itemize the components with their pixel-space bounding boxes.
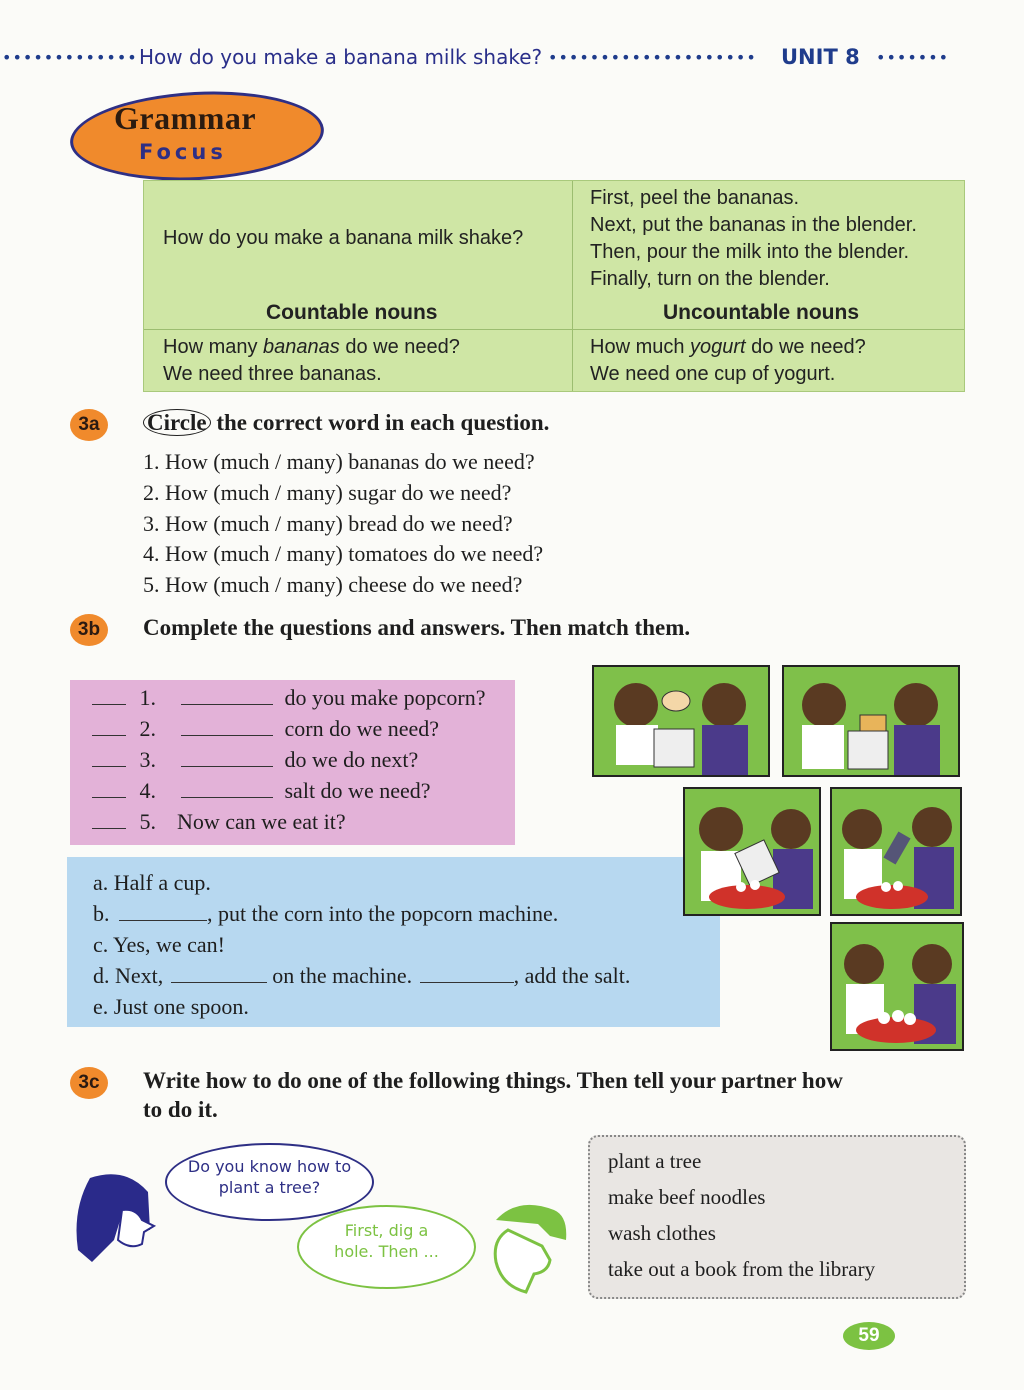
girl-icon bbox=[70, 1170, 170, 1270]
bubble-text-line: Do you know how to bbox=[187, 1157, 352, 1176]
exercise-3c-instruction-cont: to do it. bbox=[143, 1097, 218, 1122]
instruction-text: the correct word in each question. bbox=[216, 410, 550, 435]
answer-d-middle: on the machine. bbox=[272, 963, 413, 988]
table-divider bbox=[144, 329, 964, 330]
question-row bbox=[92, 716, 439, 742]
answer-b-text: , put the corn into the popcorn machine. bbox=[207, 901, 559, 926]
header-dots-right: ••••••• bbox=[876, 48, 950, 67]
header-dots-mid: •••••••••••••••••••• bbox=[548, 48, 757, 67]
header-dots-left: ••••••••••••• bbox=[2, 48, 138, 67]
activity-choice: take out a book from the library bbox=[608, 1257, 876, 1281]
bubble-text-line: plant a tree? bbox=[218, 1178, 321, 1197]
exercise-3a-item: 3. How (much / many) bread do we need? bbox=[143, 511, 513, 536]
match-blank[interactable] bbox=[92, 828, 126, 829]
answer-b bbox=[93, 901, 558, 927]
countable-question-end: do we need? bbox=[339, 336, 460, 358]
exercise-3b-badge: 3b bbox=[70, 614, 108, 646]
exercise-3c-badge: 3c bbox=[70, 1067, 108, 1099]
exercise-3a-item: 2. How (much / many) sugar do we need? bbox=[143, 480, 512, 505]
activity-choice: make beef noodles bbox=[608, 1185, 766, 1209]
focus-badge-title: Focus bbox=[139, 140, 227, 164]
comic-frame-1 bbox=[592, 665, 770, 777]
uncountable-header: Uncountable nouns bbox=[663, 301, 859, 324]
circle-word: Circle bbox=[143, 409, 211, 436]
answer-b-label: b. bbox=[93, 901, 110, 926]
countable-noun-example: bananas bbox=[263, 336, 340, 358]
countable-header: Countable nouns bbox=[266, 301, 438, 324]
exercise-3a-instruction bbox=[143, 410, 549, 436]
bubble-text-line: First, dig a bbox=[344, 1221, 429, 1240]
answer-blank[interactable] bbox=[119, 920, 207, 921]
question-text: corn do we need? bbox=[284, 716, 440, 741]
question-number: 1. bbox=[139, 685, 156, 710]
match-blank[interactable] bbox=[92, 735, 126, 736]
uncountable-answer: We need one cup of yogurt. bbox=[590, 363, 836, 385]
countable-question-start: How many bbox=[163, 336, 264, 358]
answer-blank[interactable] bbox=[420, 982, 514, 983]
answer-d-end: , add the salt. bbox=[513, 963, 631, 988]
answer-d-start: d. Next, bbox=[93, 963, 164, 988]
question-number: 2. bbox=[139, 716, 156, 741]
boys-with-popcorn-machine-illustration bbox=[594, 667, 768, 775]
answer-blank[interactable] bbox=[181, 766, 273, 767]
question-row bbox=[92, 809, 346, 835]
question-number: 4. bbox=[139, 778, 156, 803]
question-text: do you make popcorn? bbox=[284, 685, 486, 710]
activity-choice: plant a tree bbox=[608, 1149, 702, 1173]
question-text: salt do we need? bbox=[284, 778, 431, 803]
question-row bbox=[92, 778, 431, 804]
comic-frame-4 bbox=[830, 787, 962, 916]
unit-label: UNIT 8 bbox=[781, 45, 860, 69]
answer-blank[interactable] bbox=[171, 982, 267, 983]
answer-a: a. Half a cup. bbox=[93, 870, 211, 895]
grammar-step: Then, pour the milk into the blender. bbox=[590, 241, 910, 263]
grammar-step: Finally, turn on the blender. bbox=[590, 268, 830, 290]
uncountable-question-start: How much bbox=[590, 336, 691, 358]
question-text: do we do next? bbox=[284, 747, 419, 772]
comic-frame-3 bbox=[683, 787, 821, 916]
uncountable-question bbox=[590, 336, 866, 359]
match-blank[interactable] bbox=[92, 766, 126, 767]
boys-pouring-corn-illustration bbox=[784, 667, 958, 775]
exercise-3a-badge: 3a bbox=[70, 409, 108, 441]
grammar-question: How do you make a banana milk shake? bbox=[163, 227, 524, 249]
answer-blank[interactable] bbox=[181, 797, 273, 798]
grammar-badge-title: Grammar bbox=[114, 100, 257, 136]
answer-c: c. Yes, we can! bbox=[93, 932, 225, 957]
comic-frame-5 bbox=[830, 922, 964, 1051]
exercise-3a-item: 4. How (much / many) tomatoes do we need? bbox=[143, 541, 544, 566]
countable-question bbox=[163, 336, 460, 359]
table-divider bbox=[572, 181, 573, 391]
question-number: 5. bbox=[139, 809, 156, 834]
uncountable-noun-example: yogurt bbox=[690, 336, 746, 358]
exercise-3a-item: 5. How (much / many) cheese do we need? bbox=[143, 572, 523, 597]
answer-e: e. Just one spoon. bbox=[93, 994, 249, 1019]
grammar-step: Next, put the bananas in the blender. bbox=[590, 214, 917, 236]
exercise-3c-instruction: Write how to do one of the following things. Then tell your partner how bbox=[143, 1068, 843, 1093]
boys-eating-popcorn-illustration bbox=[832, 924, 962, 1049]
speech-bubble-answer bbox=[297, 1205, 476, 1289]
comic-frame-2 bbox=[782, 665, 960, 777]
match-blank[interactable] bbox=[92, 797, 126, 798]
header-title: How do you make a banana milk shake? bbox=[139, 45, 543, 69]
uncountable-question-end: do we need? bbox=[745, 336, 866, 358]
exercise-3a-item: 1. How (much / many) bananas do we need? bbox=[143, 449, 535, 474]
answer-d bbox=[93, 963, 630, 989]
boy-adding-salt-illustration bbox=[832, 789, 960, 914]
boy-with-machine-popping-corn-illustration bbox=[685, 789, 819, 914]
match-blank[interactable] bbox=[92, 704, 126, 705]
question-text: Now can we eat it? bbox=[177, 809, 346, 834]
answer-blank[interactable] bbox=[181, 704, 273, 705]
grammar-table bbox=[143, 180, 965, 392]
countable-answer: We need three bananas. bbox=[163, 363, 382, 385]
exercise-3b-instruction: Complete the questions and answers. Then match them. bbox=[143, 615, 691, 640]
activity-choice: wash clothes bbox=[608, 1221, 716, 1245]
page-number: 59 bbox=[843, 1322, 895, 1350]
bubble-text-line: hole. Then ... bbox=[334, 1242, 439, 1261]
question-row bbox=[92, 747, 418, 773]
boy-icon bbox=[478, 1200, 573, 1300]
answer-blank[interactable] bbox=[181, 735, 273, 736]
question-row bbox=[92, 685, 486, 711]
grammar-step: First, peel the bananas. bbox=[590, 187, 800, 209]
question-number: 3. bbox=[139, 747, 156, 772]
